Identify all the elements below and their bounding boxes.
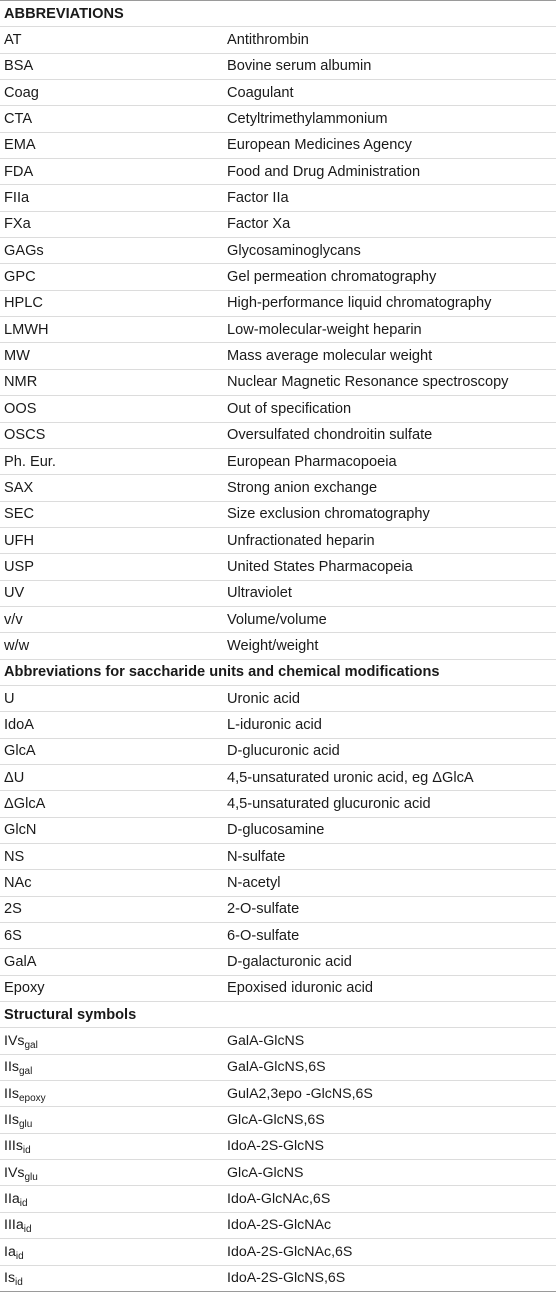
table-row (0, 396, 556, 422)
definition-cell: Factor Xa (227, 216, 291, 233)
table-row (0, 633, 556, 659)
table-row (0, 818, 556, 844)
table-row (0, 449, 556, 475)
abbreviation-cell (0, 1165, 227, 1181)
symbol-subscript: gal (18, 1066, 33, 1078)
abbreviation-cell: GPC (4, 269, 36, 286)
definition-cell: D-galacturonic acid (227, 954, 352, 971)
table-row (0, 1239, 556, 1265)
definition-cell: Glycosaminoglycans (227, 242, 361, 259)
definition-cell: N-acetyl (227, 875, 281, 892)
abbreviation-cell (0, 1217, 227, 1236)
abbreviation-cell: OSCS (4, 427, 46, 444)
symbol-base: IIIs (4, 1138, 23, 1155)
definition-cell: 6-O-sulfate (227, 927, 300, 944)
table-row (0, 1081, 556, 1107)
definition-cell: N-sulfate (227, 848, 286, 865)
abbreviation-cell: BSA (4, 58, 34, 75)
table-row (0, 54, 556, 80)
table-row (0, 264, 556, 290)
abbreviation-cell: OOS (4, 400, 37, 417)
abbreviation-cell: USP (4, 558, 35, 575)
definition-cell: D-glucosamine (227, 822, 325, 839)
abbreviation-cell: LMWH (4, 321, 49, 338)
table-row (0, 238, 556, 264)
section-heading: Structural symbols (0, 1002, 556, 1028)
definition-cell: Unfractionated heparin (227, 532, 375, 549)
abbreviation-cell: U (4, 690, 15, 707)
definition-cell: High-performance liquid chromatography (227, 295, 492, 312)
definition-cell: GalA-GlcNS,6S (227, 1059, 326, 1076)
definition-cell: Antithrombin (227, 32, 309, 49)
definition-cell: Factor IIa (227, 190, 289, 207)
definition-cell: Ultraviolet (227, 585, 292, 602)
definition-cell: IdoA-2S-GlcNAc (227, 1217, 332, 1234)
definition-cell: 2-O-sulfate (227, 901, 300, 918)
definition-cell: Cetyltrimethylammonium (227, 111, 388, 128)
definition-cell: IdoA-2S-GlcNAc,6S (227, 1243, 353, 1260)
definition-cell: IdoA-GlcNAc,6S (227, 1191, 331, 1208)
definition-cell: Low-molecular-weight heparin (227, 321, 422, 338)
abbreviation-cell: AT (4, 32, 22, 49)
abbreviation-cell: w/w (4, 637, 30, 654)
table-row (0, 739, 556, 765)
abbreviation-cell: SAX (4, 479, 34, 496)
table-row (0, 554, 556, 580)
table-body (0, 1, 556, 1292)
table-row (0, 870, 556, 896)
table-row (0, 897, 556, 923)
abbreviation-cell: SEC (4, 506, 35, 523)
symbol-base: IIs (4, 1059, 19, 1076)
definition-cell: Oversulfated chondroitin sulfate (227, 427, 433, 444)
symbol-base: IIIa (4, 1217, 24, 1234)
abbreviation-cell: ΔGlcA (4, 795, 46, 812)
definition-cell: 4,5-unsaturated uronic acid, eg ΔGlcA (227, 769, 474, 786)
definition-cell: Volume/volume (227, 611, 327, 628)
abbreviation-cell (0, 1059, 227, 1078)
table-row (0, 923, 556, 949)
table-row (0, 1028, 556, 1054)
definition-cell: United States Pharmacopeia (227, 558, 413, 575)
definition-cell: L-iduronic acid (227, 716, 322, 733)
abbreviation-cell: FDA (4, 163, 34, 180)
definition-cell: Gel permeation chromatography (227, 269, 437, 286)
definition-cell: GulA2,3epo -GlcNS,6S (227, 1085, 373, 1102)
definition-cell: Food and Drug Administration (227, 163, 421, 180)
table-row (0, 1055, 556, 1081)
definition-cell: Weight/weight (227, 637, 319, 654)
definition-cell: IdoA-2S-GlcNS,6S (227, 1270, 346, 1287)
abbreviation-cell: GlcN (4, 822, 37, 839)
symbol-base: Ia (4, 1243, 16, 1260)
abbreviation-cell (0, 1033, 227, 1052)
section-heading: Abbreviations for saccharide units and chemical modifications (0, 660, 556, 686)
abbreviation-cell: NS (4, 848, 25, 865)
symbol-subscript: id (19, 1198, 28, 1210)
table-row (0, 1160, 556, 1186)
definition-cell: European Medicines Agency (227, 137, 412, 154)
abbreviation-cell: Epoxy (4, 980, 45, 997)
table-row (0, 343, 556, 369)
table-row (0, 765, 556, 791)
table-row (0, 159, 556, 185)
abbreviation-cell: NAc (4, 875, 32, 892)
abbreviation-cell: FXa (4, 216, 31, 233)
definition-cell: 4,5-unsaturated glucuronic acid (227, 795, 431, 812)
symbol-base: Is (4, 1270, 16, 1287)
abbreviation-cell: EMA (4, 137, 36, 154)
table-row (0, 185, 556, 211)
definition-cell: Bovine serum albumin (227, 58, 372, 75)
abbreviation-cell: FIIa (4, 190, 30, 207)
abbreviation-cell: NMR (4, 374, 38, 391)
table-row (0, 475, 556, 501)
symbol-subscript: id (15, 1277, 23, 1289)
abbreviation-cell: v/v (4, 611, 23, 628)
definition-cell: Coagulant (227, 84, 294, 101)
symbol-base: IVs (4, 1033, 25, 1050)
abbreviation-cell: GlcA (4, 743, 36, 760)
table-row (0, 791, 556, 817)
table-row (0, 581, 556, 607)
table-row (0, 212, 556, 238)
table-row (0, 1266, 556, 1292)
table-row (0, 133, 556, 159)
table-row (0, 844, 556, 870)
abbreviation-cell (0, 1138, 227, 1157)
abbreviation-cell (0, 1191, 227, 1210)
abbreviation-cell: IdoA (4, 716, 35, 733)
symbol-subscript: glu (24, 1171, 38, 1183)
table-row (0, 607, 556, 633)
symbol-subscript: glu (18, 1119, 33, 1131)
table-row (0, 27, 556, 53)
abbreviation-cell (0, 1244, 227, 1260)
definition-cell: Nuclear Magnetic Resonance spectroscopy (227, 374, 509, 391)
table-row (0, 528, 556, 554)
abbreviation-cell: 6S (4, 927, 22, 944)
symbol-subscript: gal (24, 1040, 38, 1052)
table-row (0, 423, 556, 449)
table-row (0, 1107, 556, 1133)
table-row (0, 976, 556, 1002)
table-row (0, 291, 556, 317)
abbreviation-cell: UFH (4, 532, 34, 549)
symbol-base: IIa (4, 1191, 20, 1208)
abbreviation-cell: GAGs (4, 242, 44, 259)
symbol-base: IIs (4, 1112, 19, 1129)
definition-cell: European Pharmacopoeia (227, 453, 397, 470)
abbreviation-cell: Ph. Eur. (4, 453, 56, 470)
abbreviation-cell: Coag (4, 84, 39, 101)
table-row (0, 317, 556, 343)
table-row (0, 1213, 556, 1239)
abbreviation-cell (0, 1270, 227, 1289)
abbreviation-cell: CTA (4, 111, 33, 128)
definition-cell: Out of specification (227, 400, 352, 417)
definition-cell: D-glucuronic acid (227, 743, 340, 760)
abbreviation-cell: HPLC (4, 295, 43, 312)
abbreviation-cell: 2S (4, 901, 22, 918)
definition-cell: Strong anion exchange (227, 479, 378, 496)
abbreviation-cell: GalA (4, 954, 37, 971)
table-row (0, 949, 556, 975)
definition-cell: Epoxised iduronic acid (227, 980, 374, 997)
section-heading: ABBREVIATIONS (0, 1, 556, 27)
definition-cell: GlcA-GlcNS (227, 1164, 304, 1181)
definition-cell: Mass average molecular weight (227, 348, 433, 365)
definition-cell: Uronic acid (227, 690, 300, 707)
table-row (0, 686, 556, 712)
definition-cell: GalA-GlcNS (227, 1033, 305, 1050)
definition-cell: GlcA-GlcNS,6S (227, 1112, 325, 1129)
definition-cell: Size exclusion chromatography (227, 506, 430, 523)
abbreviation-cell: MW (4, 348, 30, 365)
symbol-subscript: id (22, 1145, 31, 1157)
table-row (0, 106, 556, 132)
abbreviation-cell: ΔU (4, 769, 25, 786)
table-row (0, 80, 556, 106)
symbol-base: IIs (4, 1085, 19, 1102)
abbreviation-cell (0, 1112, 227, 1131)
symbol-subscript: id (15, 1250, 24, 1262)
table-row (0, 370, 556, 396)
table-row (0, 1134, 556, 1160)
abbreviation-cell (0, 1086, 227, 1102)
symbol-base: IVs (4, 1164, 25, 1181)
table-row (0, 1186, 556, 1212)
definition-cell: IdoA-2S-GlcNS (227, 1138, 324, 1155)
symbol-subscript: id (23, 1224, 32, 1236)
symbol-subscript: epoxy (18, 1092, 46, 1104)
abbreviation-cell: UV (4, 585, 25, 602)
table-row (0, 502, 556, 528)
table-row (0, 712, 556, 738)
